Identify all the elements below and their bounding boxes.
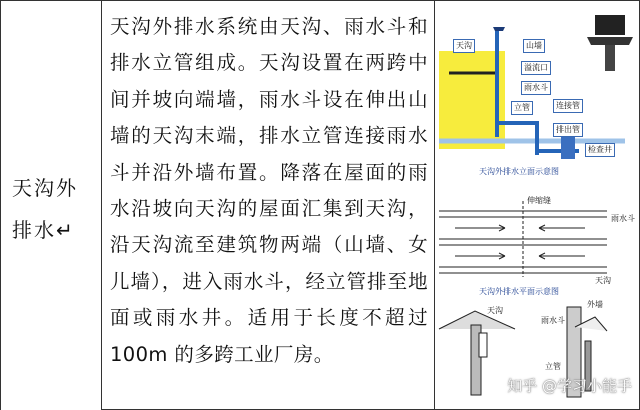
label-gutter: 天沟 xyxy=(453,39,475,53)
caption-plan: 天沟外排水平面示意图 xyxy=(479,287,559,296)
column-divider-1 xyxy=(101,1,102,410)
label-downpipe: 排出管 xyxy=(553,123,583,137)
label-riser: 立管 xyxy=(511,101,533,115)
flow-arrow-4 xyxy=(539,253,585,259)
rain-hopper-grate xyxy=(595,15,625,35)
column-divider-2 xyxy=(434,1,435,410)
label-section-outer-wall: 外墙 xyxy=(587,300,603,309)
connector-pipe-shape xyxy=(499,121,539,125)
label-plan-rain-hopper: 雨水斗 xyxy=(611,214,635,223)
rain-hopper-outlet xyxy=(605,45,615,71)
term-cell xyxy=(1,1,101,410)
label-overflow: 溢流口 xyxy=(521,61,551,75)
label-rain-hopper-top: 雨水斗 xyxy=(521,81,551,95)
watermark-text: 知乎 @学习小能手 xyxy=(507,377,632,395)
label-gable-wall: 山墙 xyxy=(523,39,545,53)
label-connector: 连接管 xyxy=(553,99,583,113)
flow-arrow-1 xyxy=(455,225,505,231)
label-section-rain-hopper: 雨水斗 xyxy=(541,316,565,325)
label-section-riser: 立管 xyxy=(545,362,561,371)
figure-cell xyxy=(435,1,640,410)
flow-arrow-3 xyxy=(455,253,505,259)
label-inspection-well: 检查井 xyxy=(585,143,615,157)
downpipe-shape xyxy=(535,121,539,155)
small-hopper-shape xyxy=(493,27,505,31)
label-expansion-joint: 伸缩缝 xyxy=(527,196,551,205)
riser-pipe-shape xyxy=(495,31,499,137)
description-text: 天沟外排水系统由天沟、雨水斗和排水立管组成。天沟设置在两跨中间并坡向端墙，雨水斗设在伸出山墙的天沟末端，排水立管连接雨水斗并沿外墙布置。降落在屋面的雨水沿坡向天沟的屋面汇集到天沟，沿天沟流至建筑物两端（山墙、女儿墙），进入雨水斗，经立管排至地面或雨水井。适用于长度不超过100m 的多跨工业厂房。 xyxy=(110,15,428,366)
elevation-figure xyxy=(435,1,640,181)
flow-arrow-2 xyxy=(539,225,585,231)
plan-figure xyxy=(435,185,640,299)
rain-hopper-flange xyxy=(587,37,633,45)
label-section-gutter: 天沟 xyxy=(487,306,503,315)
caption-elevation: 天沟外排水立面示意图 xyxy=(479,167,559,176)
term-text: 天沟外排水↵ xyxy=(12,176,78,242)
gutter-section-shape xyxy=(479,333,487,357)
label-plan-gutter: 天沟 xyxy=(595,276,611,285)
inspection-well-shape xyxy=(561,137,575,159)
description-cell xyxy=(102,1,434,410)
